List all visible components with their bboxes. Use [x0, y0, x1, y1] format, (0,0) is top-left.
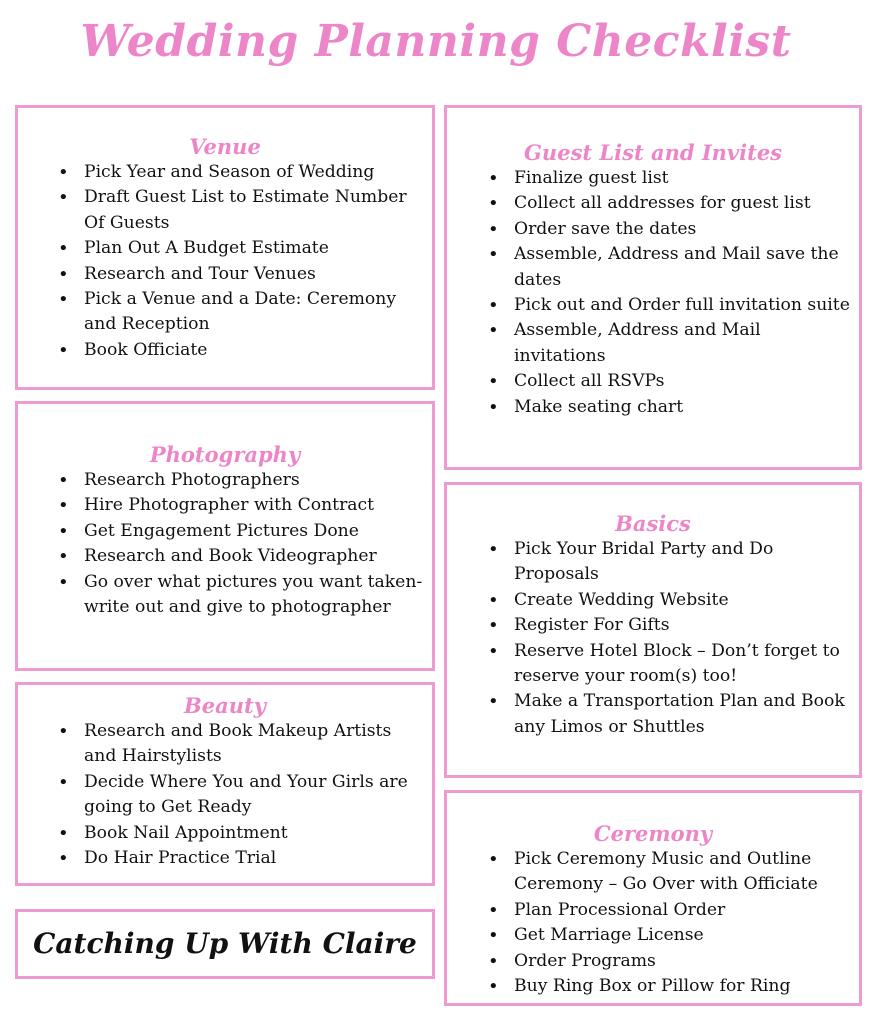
- list-item: • Finalize guest list: [514, 166, 859, 191]
- list-item: • Order Programs: [514, 949, 859, 974]
- list-item: • Pick out and Order full invitation suite: [514, 293, 859, 318]
- guest-list-list: [447, 166, 859, 420]
- basics-heading: Basics: [615, 511, 691, 536]
- list-item: • Research and Book Videographer: [84, 544, 432, 569]
- list-item: • Research Photographers: [84, 468, 432, 493]
- list-item: • Collect all RSVPs: [514, 369, 859, 394]
- beauty-list: [18, 719, 432, 871]
- list-item: • Reserve Hotel Block – Don’t forget to reserve your room(s) too!: [514, 639, 859, 690]
- list-item: • Do Hair Practice Trial: [84, 846, 432, 871]
- list-item: • Get Marriage License: [514, 923, 859, 948]
- ceremony-list: [447, 847, 859, 999]
- list-item: • Assemble, Address and Mail save the dates: [514, 242, 859, 293]
- photography-section: [15, 401, 435, 671]
- page-title: Wedding Planning Checklist: [80, 16, 792, 67]
- list-item: • Get Engagement Pictures Done: [84, 519, 432, 544]
- list-item: • Book Nail Appointment: [84, 821, 432, 846]
- list-item: • Create Wedding Website: [514, 588, 859, 613]
- list-item: • Pick Your Bridal Party and Do Proposals: [514, 537, 859, 588]
- guest-list-heading: Guest List and Invites: [524, 140, 782, 165]
- list-item: • Plan Processional Order: [514, 898, 859, 923]
- ceremony-heading: Ceremony: [593, 821, 713, 846]
- basics-section: [444, 482, 862, 778]
- list-item: • Pick a Venue and a Date: Ceremony and Reception: [84, 287, 432, 338]
- venue-heading: Venue: [189, 134, 261, 159]
- list-item: • Research and Tour Venues: [84, 262, 432, 287]
- list-item: • Assemble, Address and Mail invitations: [514, 318, 859, 369]
- beauty-heading: Beauty: [184, 693, 266, 718]
- guest-list-section: [444, 105, 862, 470]
- venue-section: [15, 105, 435, 390]
- basics-list: [447, 537, 859, 740]
- ceremony-section: [444, 790, 862, 1006]
- list-item: • Make a Transportation Plan and Book any Limos or Shuttles: [514, 689, 859, 740]
- list-item: • Research and Book Makeup Artists and Hairstylists: [84, 719, 432, 770]
- list-item: • Decide Where You and Your Girls are going to Get Ready: [84, 770, 432, 821]
- list-item: • Buy Ring Box or Pillow for Ring: [514, 974, 859, 999]
- photography-heading: Photography: [149, 442, 301, 467]
- list-item: • Make seating chart: [514, 395, 859, 420]
- list-item: • Collect all addresses for guest list: [514, 191, 859, 216]
- signature-text: Catching Up With Claire: [33, 927, 417, 960]
- list-item: • Book Officiate: [84, 338, 432, 363]
- beauty-section: [15, 682, 435, 886]
- list-item: • Plan Out A Budget Estimate: [84, 236, 432, 261]
- list-item: • Order save the dates: [514, 217, 859, 242]
- list-item: • Pick Ceremony Music and Outline Ceremony – Go Over with Officiate: [514, 847, 859, 898]
- list-item: • Go over what pictures you want taken- write out and give to photographer: [84, 570, 432, 621]
- list-item: • Draft Guest List to Estimate Number Of Guests: [84, 185, 432, 236]
- signature-box: [15, 909, 435, 979]
- venue-list: [18, 160, 432, 363]
- list-item: • Hire Photographer with Contract: [84, 493, 432, 518]
- list-item: • Register For Gifts: [514, 613, 859, 638]
- list-item: • Pick Year and Season of Wedding: [84, 160, 432, 185]
- photography-list: [18, 468, 432, 620]
